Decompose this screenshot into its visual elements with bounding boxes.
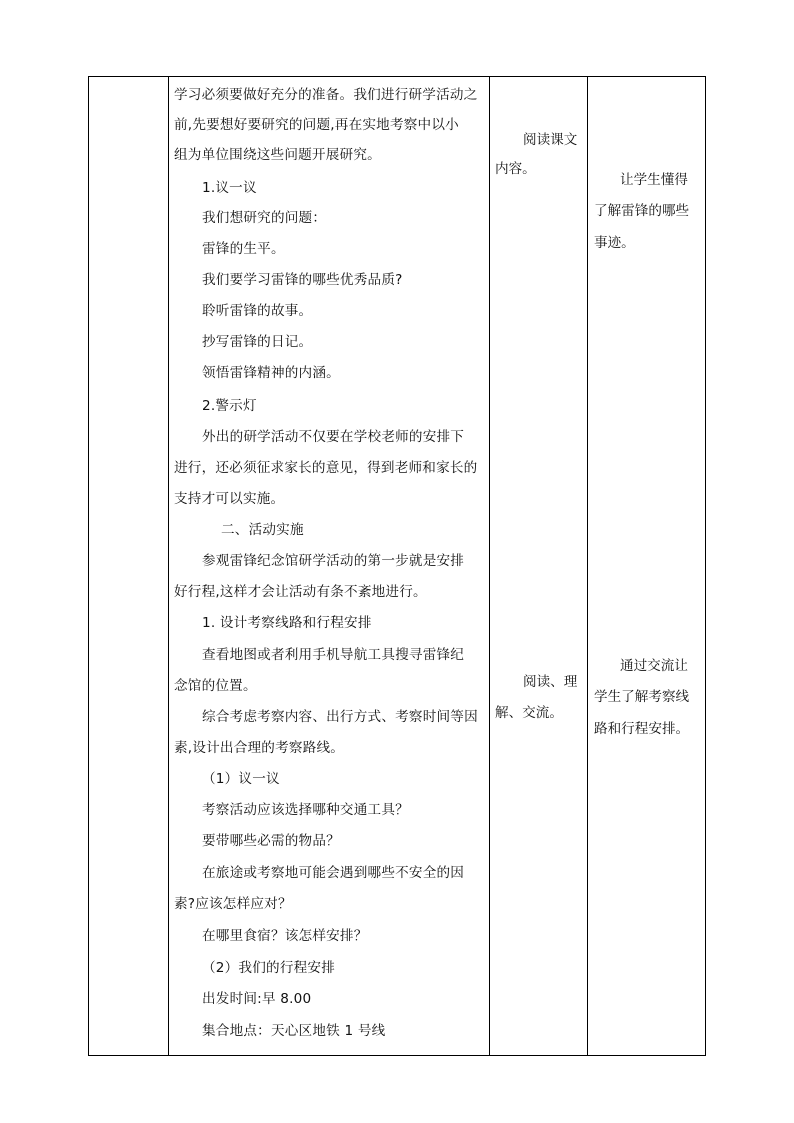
content-line: 素,设计出合理的考察路线。 bbox=[174, 740, 345, 756]
content-line: 学习必须要做好充分的准备。我们进行研学活动之 bbox=[174, 87, 478, 103]
content-line: 好行程,这样才会让活动有条不紊地进行。 bbox=[174, 584, 427, 600]
content-line: 参观雷锋纪念馆研学活动的第一步就是安排 bbox=[202, 553, 465, 569]
lesson-plan-table bbox=[88, 76, 706, 1056]
content-line: 考察活动应该选择哪种交通工具？ bbox=[202, 802, 409, 818]
design-intent-text: 事迹。 bbox=[594, 235, 635, 251]
content-heading: 1.议一议 bbox=[202, 180, 257, 196]
content-line: 在哪里食宿？该怎样安排？ bbox=[202, 928, 368, 944]
content-line: 我们想研究的问题： bbox=[202, 210, 327, 226]
student-activity-text: 阅读、理 bbox=[523, 674, 578, 690]
design-intent-text: 了解雷锋的哪些 bbox=[594, 203, 690, 219]
content-line: 进行，还必须征求家长的意见，得到老师和家长的 bbox=[174, 460, 478, 476]
content-line: 前,先要想好要研究的问题,再在实地考察中以小 bbox=[174, 117, 459, 133]
column-divider bbox=[587, 77, 588, 1055]
content-line: 念馆的位置。 bbox=[174, 678, 257, 694]
design-intent-text: 路和行程安排。 bbox=[594, 721, 690, 737]
student-activity-text: 解、交流。 bbox=[495, 705, 563, 721]
content-line: 要带哪些必需的物品？ bbox=[202, 833, 340, 849]
design-intent-text: 通过交流让 bbox=[620, 658, 688, 674]
content-heading: 1. 设计考察线路和行程安排 bbox=[202, 615, 372, 631]
content-heading: （2）我们的行程安排 bbox=[202, 960, 335, 976]
content-line: 我们要学习雷锋的哪些优秀品质? bbox=[202, 272, 403, 288]
content-line: 出发时间:早 8.00 bbox=[202, 991, 312, 1007]
content-line: 支持才可以实施。 bbox=[174, 491, 285, 507]
teaching-content-column bbox=[169, 77, 489, 1055]
content-heading: 二、活动实施 bbox=[221, 522, 304, 538]
column-divider bbox=[489, 77, 490, 1055]
content-line: 在旅途或考察地可能会遇到哪些不安全的因 bbox=[202, 865, 465, 881]
student-activity-text: 内容。 bbox=[495, 161, 536, 177]
design-intent-text: 让学生懂得 bbox=[620, 172, 688, 188]
content-line: 查看地图或者利用手机导航工具搜寻雷锋纪 bbox=[202, 647, 465, 663]
content-line: 素?应该怎样应对？ bbox=[174, 896, 292, 912]
content-line: 雷锋的生平。 bbox=[202, 241, 285, 257]
content-line: 组为单位围绕这些问题开展研究。 bbox=[174, 147, 381, 163]
content-line: 外出的研学活动不仅要在学校老师的安排下 bbox=[202, 429, 465, 445]
content-heading: （1）议一议 bbox=[202, 771, 280, 787]
content-line: 领悟雷锋精神的内涵。 bbox=[202, 365, 340, 381]
content-line: 聆听雷锋的故事。 bbox=[202, 303, 313, 319]
content-line: 抄写雷锋的日记。 bbox=[202, 334, 313, 350]
content-line: 综合考虑考察内容、出行方式、考察时间等因 bbox=[202, 709, 478, 725]
content-line: 集合地点：天心区地铁 1 号线 bbox=[202, 1023, 386, 1039]
design-intent-text: 学生了解考察线 bbox=[594, 689, 690, 705]
content-heading: 2.警示灯 bbox=[202, 398, 257, 414]
student-activity-text: 阅读课文 bbox=[523, 132, 578, 148]
